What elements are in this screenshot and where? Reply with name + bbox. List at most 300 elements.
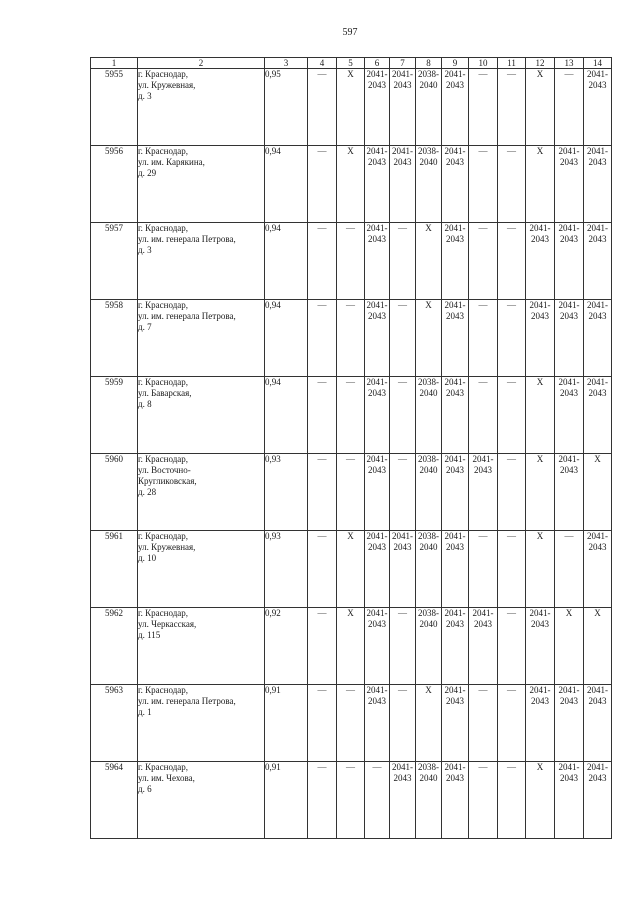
row-cell [416,300,442,377]
cell-text: 2041- [558,146,580,156]
cell-text: 2043 [446,542,464,552]
row-cell [442,685,469,762]
table-row [91,531,612,608]
row-number: 5957 [91,223,138,300]
row-cell [584,377,612,454]
cell-text: X [565,608,573,618]
cell-text: 2038- [418,454,439,464]
table-body [91,58,612,839]
row-address [138,69,265,146]
cell-text: 2041- [472,608,494,618]
cell-text: — [346,685,355,695]
row-cell [555,69,584,146]
cell-text: — [317,300,327,310]
cell-text: — [507,377,516,387]
row-cell [308,454,337,531]
cell-text: 2043 [368,157,386,167]
cell-text: 2043 [560,696,578,706]
row-value: 0,93 [265,454,308,531]
row-cell [526,377,555,454]
cell-text: 2043 [531,619,549,629]
cell-text: — [564,69,574,79]
address-line: г. Краснодар, [138,762,189,772]
address-line: г. Краснодар, [138,454,189,464]
row-cell [365,146,390,223]
cell-text: 2041- [444,454,466,464]
cell-text: — [507,531,516,541]
cell-text: 2041- [444,223,466,233]
row-cell [555,377,584,454]
row-address [138,608,265,685]
table-row [91,377,612,454]
row-cell [555,223,584,300]
cell-text: 2041- [366,223,388,233]
row-cell [584,146,612,223]
cell-text: X [425,685,432,695]
row-cell [365,454,390,531]
row-cell [526,223,555,300]
cell-text: — [507,300,516,310]
cell-text: 2043 [588,542,607,552]
address-line: д. 28 [138,487,157,497]
cell-text: 2043 [368,465,386,475]
address-line: д. 10 [138,553,157,563]
cell-text: X [536,531,544,541]
row-value: 0,91 [265,685,308,762]
row-cell [442,377,469,454]
address-line: г. Краснодар, [138,223,189,233]
cell-text: — [478,223,488,233]
row-cell [390,685,416,762]
cell-text: 2041- [558,762,580,772]
cell-text: 2041- [392,762,413,772]
column-header: 5 [337,58,365,69]
column-header: 10 [469,58,498,69]
cell-text: 2041- [558,685,580,695]
row-cell [442,454,469,531]
cell-text: 2043 [560,465,578,475]
row-number: 5962 [91,608,138,685]
cell-text: 2041- [366,531,388,541]
row-cell [442,146,469,223]
column-header: 9 [442,58,469,69]
cell-text: — [398,377,407,387]
cell-text: X [536,762,544,772]
row-cell [416,685,442,762]
row-address [138,762,265,839]
row-cell [526,608,555,685]
cell-text: 2040 [419,542,438,552]
row-cell [469,685,498,762]
cell-text: 2043 [588,696,607,706]
row-number: 5959 [91,377,138,454]
cell-text: 2043 [560,234,578,244]
cell-text: — [317,685,327,695]
row-cell [337,531,365,608]
row-cell [390,69,416,146]
cell-text: — [478,146,488,156]
row-cell [308,531,337,608]
table-row [91,146,612,223]
row-cell [416,531,442,608]
cell-text: 2038- [418,377,439,387]
row-cell [416,146,442,223]
column-header: 2 [138,58,265,69]
row-cell [365,223,390,300]
cell-text: — [346,454,355,464]
row-number: 5955 [91,69,138,146]
row-cell [416,608,442,685]
row-cell [498,454,526,531]
cell-text: 2041- [444,531,466,541]
row-cell [469,454,498,531]
address-line: Кругликовская, [138,476,197,486]
table-row [91,608,612,685]
address-line: ул. им. генерала Петрова, [138,696,236,706]
row-cell [337,685,365,762]
cell-text: — [398,454,407,464]
cell-text: 2043 [531,311,549,321]
address-line: г. Краснодар, [138,377,189,387]
address-line: ул. Черкасская, [138,619,197,629]
cell-text: 2043 [446,388,464,398]
row-cell [308,377,337,454]
cell-text: 2043 [446,80,464,90]
row-number: 5960 [91,454,138,531]
row-value: 0,94 [265,223,308,300]
cell-text: 2041- [587,685,608,695]
table-row [91,69,612,146]
cell-text: 2043 [588,388,607,398]
row-cell [526,146,555,223]
cell-text: 2040 [419,157,438,167]
cell-text: 2043 [531,234,549,244]
row-cell [365,685,390,762]
cell-text: 2041- [366,608,388,618]
page-number: 597 [342,27,358,38]
cell-text: 2041- [587,531,608,541]
cell-text: 2043 [531,696,549,706]
column-header: 7 [390,58,416,69]
row-cell [498,608,526,685]
row-value: 0,94 [265,377,308,454]
cell-text: X [425,300,432,310]
cell-text: 2041- [366,146,388,156]
cell-text: — [317,69,327,79]
cell-text: 2043 [588,311,607,321]
row-address [138,685,265,762]
cell-text: 2043 [446,234,464,244]
row-cell [308,608,337,685]
cell-text: 2041- [366,300,388,310]
cell-text: — [507,762,516,772]
cell-text: 2040 [419,80,438,90]
cell-text: X [594,454,601,464]
cell-text: 2043 [368,619,386,629]
cell-text: — [478,377,488,387]
row-cell [390,300,416,377]
row-cell [337,608,365,685]
row-cell [526,762,555,839]
cell-text: 2041- [529,300,551,310]
row-cell [337,223,365,300]
row-cell [469,377,498,454]
register-table [90,57,612,839]
cell-text: — [507,69,516,79]
row-cell [308,685,337,762]
cell-text: X [347,531,354,541]
address-line: д. 8 [138,399,152,409]
row-cell [584,762,612,839]
cell-text: 2041- [444,762,466,772]
row-cell [555,146,584,223]
row-address [138,531,265,608]
row-number: 5958 [91,300,138,377]
row-cell [390,377,416,454]
cell-text: 2038- [418,762,439,772]
column-header: 3 [265,58,308,69]
address-line: г. Краснодар, [138,608,189,618]
address-line: д. 3 [138,91,152,101]
cell-text: 2038- [418,146,439,156]
column-header: 6 [365,58,390,69]
row-cell [498,223,526,300]
cell-text: X [425,223,432,233]
cell-text: — [478,762,488,772]
address-line: ул. им. Чехова, [138,773,195,783]
address-line: г. Краснодар, [138,300,189,310]
cell-text: 2043 [368,388,386,398]
cell-text: — [346,300,355,310]
row-cell [337,146,365,223]
cell-text: 2041- [444,685,466,695]
cell-text: 2043 [560,388,578,398]
row-cell [584,608,612,685]
cell-text: 2043 [560,773,578,783]
address-line: д. 6 [138,784,152,794]
row-cell [337,300,365,377]
column-header-row [91,58,612,69]
cell-text: — [398,608,407,618]
row-cell [308,146,337,223]
address-line: ул. Кружевная, [138,542,196,552]
row-cell [498,69,526,146]
row-address [138,223,265,300]
row-cell [469,223,498,300]
row-cell [442,531,469,608]
table-row [91,454,612,531]
cell-text: 2043 [393,542,412,552]
column-header: 4 [308,58,337,69]
cell-text: X [536,377,544,387]
row-cell [498,685,526,762]
row-value: 0,93 [265,531,308,608]
address-line: ул. Кружевная, [138,80,196,90]
row-value: 0,94 [265,146,308,223]
cell-text: 2043 [588,773,607,783]
cell-text: 2041- [558,300,580,310]
cell-text: 2041- [444,608,466,618]
cell-text: 2043 [446,311,464,321]
row-cell [308,223,337,300]
cell-text: — [507,454,516,464]
cell-text: 2041- [444,300,466,310]
column-header: 11 [498,58,526,69]
cell-text: 2043 [393,157,412,167]
address-line: г. Краснодар, [138,69,189,79]
cell-text: — [564,531,574,541]
row-value: 0,95 [265,69,308,146]
row-number: 5956 [91,146,138,223]
row-number: 5964 [91,762,138,839]
cell-text: X [594,608,601,618]
cell-text: 2038- [418,608,439,618]
address-line: г. Краснодар, [138,146,189,156]
cell-text: 2043 [588,234,607,244]
address-line: г. Краснодар, [138,531,189,541]
cell-text: — [317,377,327,387]
row-address [138,377,265,454]
row-cell [469,762,498,839]
row-value: 0,92 [265,608,308,685]
row-cell [416,762,442,839]
cell-text: — [317,762,327,772]
row-cell [365,608,390,685]
cell-text: — [317,531,327,541]
cell-text: 2041- [444,377,466,387]
row-cell [365,762,390,839]
cell-text: 2043 [368,80,386,90]
row-cell [308,69,337,146]
cell-text: X [536,146,544,156]
row-cell [365,531,390,608]
row-cell [498,377,526,454]
cell-text: — [317,608,327,618]
cell-text: 2041- [444,146,466,156]
cell-text: — [398,685,407,695]
row-cell [498,531,526,608]
row-cell [390,762,416,839]
row-cell [526,454,555,531]
row-value: 0,91 [265,762,308,839]
table-row [91,300,612,377]
row-cell [390,223,416,300]
row-cell [469,531,498,608]
row-number: 5961 [91,531,138,608]
cell-text: 2043 [446,157,464,167]
cell-text: 2041- [529,608,551,618]
cell-text: 2041- [392,69,413,79]
cell-text: 2041- [366,454,388,464]
row-cell [555,531,584,608]
cell-text: 2043 [393,80,412,90]
cell-text: 2043 [474,619,492,629]
cell-text: — [346,223,355,233]
address-line: г. Краснодар, [138,685,189,695]
cell-text: 2041- [558,454,580,464]
row-cell [555,608,584,685]
table-row [91,685,612,762]
cell-text: — [317,146,327,156]
cell-text: — [507,146,516,156]
row-address [138,454,265,531]
row-cell [390,454,416,531]
row-cell [584,454,612,531]
row-cell [365,69,390,146]
row-address [138,146,265,223]
cell-text: — [346,377,355,387]
cell-text: — [478,300,488,310]
cell-text: 2041- [558,377,580,387]
row-cell [442,300,469,377]
row-cell [469,146,498,223]
address-line: ул. Восточно- [138,465,191,475]
cell-text: 2041- [587,69,608,79]
cell-text: 2043 [446,619,464,629]
table-row [91,762,612,839]
cell-text: 2038- [418,531,439,541]
address-line: д. 115 [138,630,161,640]
cell-text: 2041- [587,377,608,387]
cell-text: 2041- [529,223,551,233]
cell-text: 2041- [472,454,494,464]
row-cell [416,377,442,454]
address-line: д. 1 [138,707,152,717]
address-line: ул. им. генерала Петрова, [138,234,236,244]
cell-text: 2043 [368,542,386,552]
row-cell [365,300,390,377]
row-number: 5963 [91,685,138,762]
cell-text: 2043 [368,311,386,321]
address-line: ул. им. генерала Петрова, [138,311,236,321]
cell-text: X [347,69,354,79]
cell-text: — [507,608,516,618]
row-cell [337,69,365,146]
table-row [91,223,612,300]
row-cell [526,531,555,608]
cell-text: 2041- [392,146,413,156]
column-header: 14 [584,58,612,69]
cell-text: X [536,69,544,79]
row-cell [442,762,469,839]
cell-text: 2041- [392,531,413,541]
row-cell [308,300,337,377]
cell-text: 2043 [368,234,386,244]
cell-text: 2041- [366,377,388,387]
cell-text: 2043 [560,311,578,321]
row-cell [555,454,584,531]
row-cell [498,146,526,223]
cell-text: — [507,223,516,233]
cell-text: X [536,454,544,464]
cell-text: — [398,300,407,310]
cell-text: 2043 [368,696,386,706]
address-line: д. 29 [138,168,157,178]
cell-text: 2043 [446,696,464,706]
row-cell [498,762,526,839]
row-cell [442,608,469,685]
row-cell [584,223,612,300]
cell-text: — [398,223,407,233]
address-line: д. 7 [138,322,152,332]
cell-text: — [317,454,327,464]
column-header: 12 [526,58,555,69]
row-cell [469,608,498,685]
row-cell [337,377,365,454]
cell-text: — [317,223,327,233]
row-cell [469,69,498,146]
column-header: 1 [91,58,138,69]
